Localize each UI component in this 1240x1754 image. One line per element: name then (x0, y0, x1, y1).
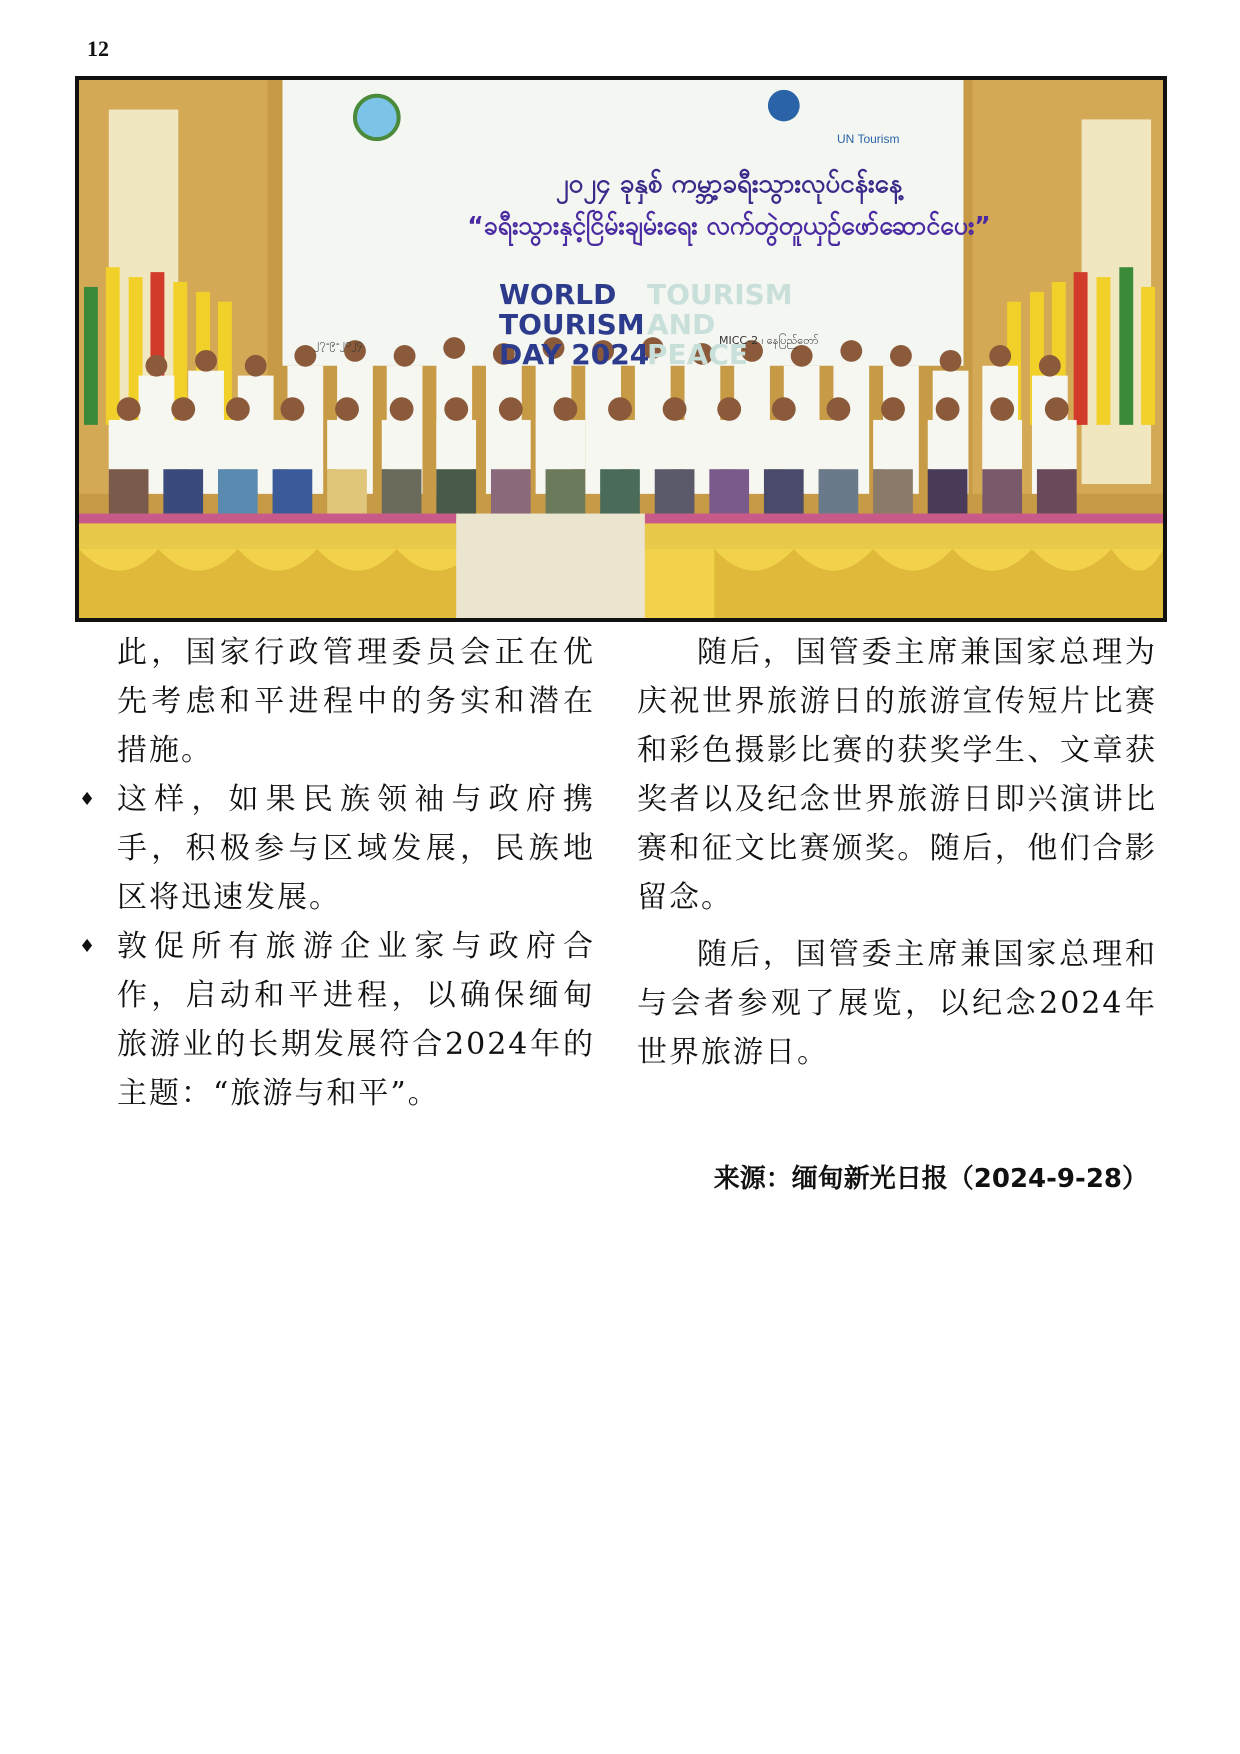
bullet-text: 敦促所有旅游企业家与政府合作，启动和平进程，以确保缅甸旅游业的长期发展符合2024年的主题：“旅游与和平”。 (117, 929, 595, 1111)
flower-arrangement (79, 514, 1163, 618)
left-column (79, 628, 595, 1118)
wtd-line: DAY 2024 (499, 338, 650, 371)
ministry-logo (355, 96, 399, 139)
diamond-bullet-icon: ♦ (79, 789, 96, 810)
page-number: 12 (87, 36, 109, 61)
banner-date: ၂၇-၉-၂၀၂၄ (314, 337, 363, 350)
body-paragraph: 随后，国管委主席兼国家总理为庆祝世界旅游日的旅游宣传短片比赛和彩色摄影比赛的获奖学生、文章获奖者以及纪念世界旅游日即兴演讲比赛和征文比赛颁奖。随后，他们合影留念。 (637, 635, 1157, 915)
theme-line: AND (647, 308, 716, 341)
banner-subtitle: “ခရီးသွားနှင့်ငြိမ်းချမ်းရေး လက်တွဲတူယှဉ်ဖော်ဆောင်ပေး” (467, 211, 991, 240)
un-tourism-label: UN Tourism (837, 132, 900, 146)
bullet-item (79, 922, 595, 1118)
theme-line: TOURISM (647, 278, 793, 311)
theme-line: PEACE (647, 338, 748, 371)
world-tourism-day-logo (499, 280, 649, 370)
intro-paragraph: 此，国家行政管理委员会正在优先考虑和平进程中的务实和潜在措施。 (117, 635, 595, 768)
right-column (637, 628, 1157, 1077)
source-credit: 来源：缅甸新光日报（2024-9-28） (713, 1164, 1148, 1194)
diamond-bullet-icon: ♦ (79, 936, 96, 957)
group-photo (75, 76, 1167, 622)
bullet-text: 这样，如果民族领袖与政府携手，积极参与区域发展，民族地区将迅速发展。 (117, 782, 595, 915)
bullet-item (79, 775, 595, 922)
wtd-line: TOURISM (499, 308, 645, 341)
banner-title: ၂၀၂၄ ခုနှစ် ကမ္ဘာ့ခရီးသွားလုပ်ငန်းနေ့ (555, 169, 903, 199)
wtd-line: WORLD (499, 278, 617, 311)
tourism-and-peace-logo (647, 280, 793, 370)
banner-venue: MICC-2 ၊ နေပြည်တော် (719, 334, 819, 347)
un-tourism-logo (768, 90, 800, 122)
body-paragraph: 随后，国管委主席兼国家总理和与会者参观了展览，以纪念2024年世界旅游日。 (637, 937, 1157, 1070)
